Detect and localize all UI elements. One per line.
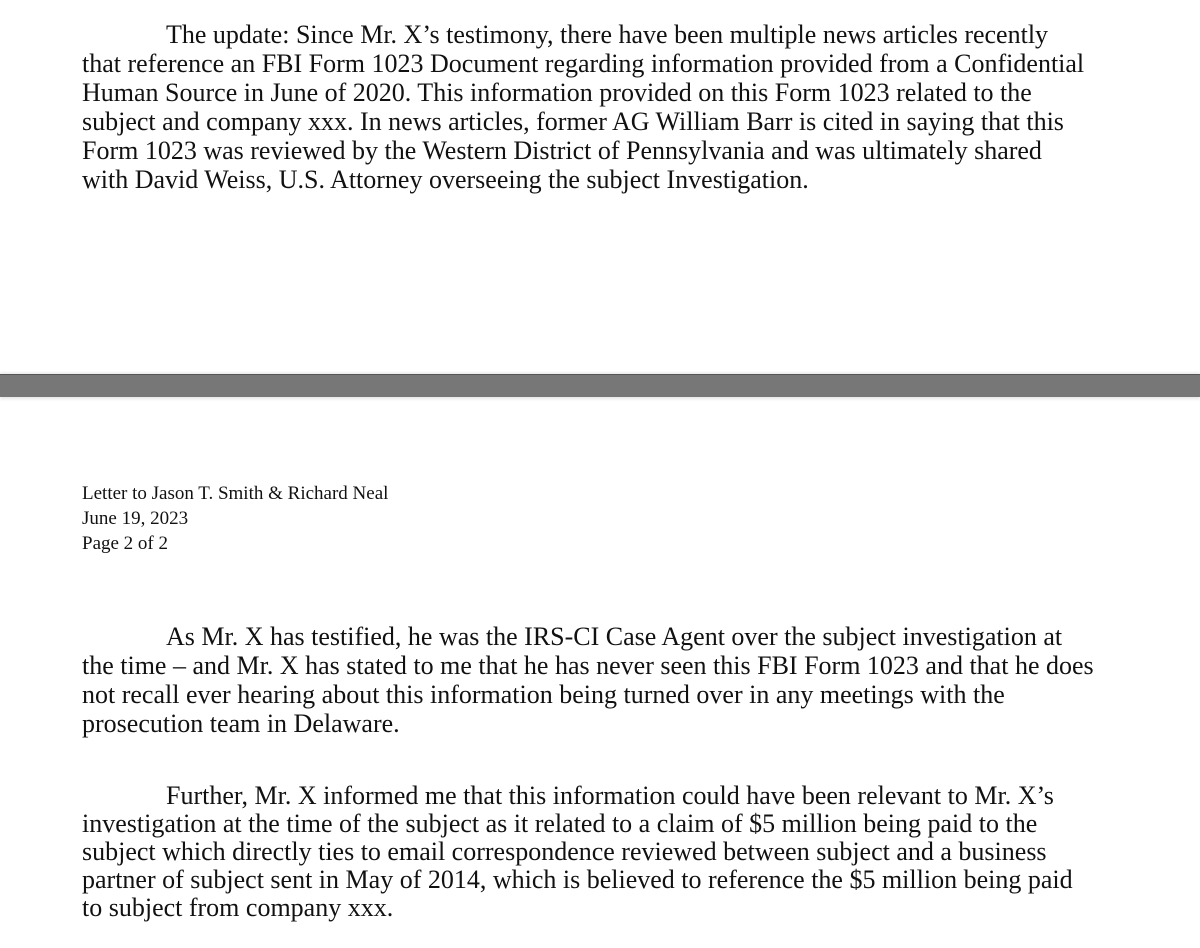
text-line: prosecution team in Delaware. [82,709,400,738]
text-line: not recall ever hearing about this information being turned over in any meetings with the [82,680,1005,709]
page-number: Page 2 of 2 [82,533,169,554]
letter-date: June 19, 2023 [82,508,189,529]
text-line: that reference an FBI Form 1023 Document regarding information provided from a Confidential [82,49,1085,78]
text-line: As Mr. X has testified, he was the IRS-CI Case Agent over the subject investigation at [166,622,1063,651]
text-line: Form 1023 was reviewed by the Western District of Pennsylvania and was ultimately shared [82,136,1042,165]
text-line: partner of subject sent in May of 2014, which is believed to reference the $5 million being paid [82,865,1073,894]
text-line: The update: Since Mr. X’s testimony, there have been multiple news articles recently [166,20,1049,49]
letter-recipient: Letter to Jason T. Smith & Richard Neal [82,483,389,504]
text-line: Human Source in June of 2020. This information provided on this Form 1023 related to the [82,78,1032,107]
text-line: subject and company xxx. In news articles, former AG William Barr is cited in saying that this [82,107,1064,136]
testimony-paragraph [82,622,1094,738]
page-break-divider [0,374,1200,397]
letter-header [82,481,388,556]
update-paragraph [82,20,1084,194]
further-paragraph [82,782,1073,922]
text-line: investigation at the time of the subject as it related to a claim of $5 million being paid to the [82,809,1038,838]
text-line: the time – and Mr. X has stated to me that he has never seen this FBI Form 1023 and that he does [82,651,1094,680]
text-line: subject which directly ties to email correspondence reviewed between subject and a business [82,837,1047,866]
text-line: with David Weiss, U.S. Attorney overseeing the subject Investigation. [82,165,809,194]
text-line: Further, Mr. X informed me that this information could have been relevant to Mr. X’s [166,781,1054,810]
text-line: to subject from company xxx. [82,893,394,922]
